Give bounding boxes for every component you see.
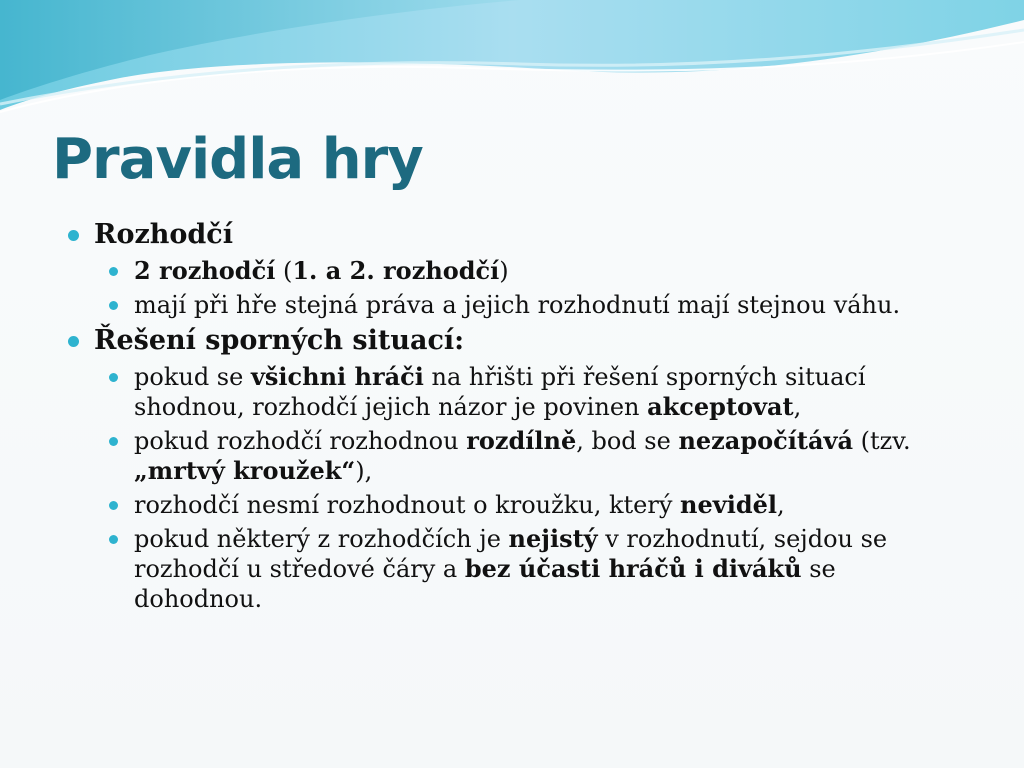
text: mají při hře stejná práva a jejich rozhodnutí mají stejnou váhu. [134, 291, 901, 319]
text: , bod se [576, 427, 679, 455]
bold-text: 2 rozhodčí [134, 256, 276, 285]
text: , [793, 393, 802, 421]
list-item [108, 362, 966, 422]
bold-text: 1. a 2. rozhodčí [292, 256, 500, 285]
text: (tzv. [853, 427, 911, 455]
list-item [108, 256, 966, 286]
bullet-icon [68, 336, 79, 347]
section-heading-referees [66, 218, 966, 252]
bold-text: bez účasti hráčů i diváků [464, 554, 802, 583]
bullet-icon [68, 230, 79, 241]
list-item [108, 490, 966, 520]
text: ), [355, 457, 373, 485]
bold-text: nezapočítává [678, 426, 854, 455]
bold-text: neviděl [680, 490, 777, 519]
bold-text: rozdílně [466, 426, 577, 455]
bullet-icon [109, 373, 118, 382]
text: , [777, 491, 785, 519]
bullet-icon [109, 501, 118, 510]
bullet-icon [109, 267, 118, 276]
list-item [108, 290, 966, 320]
bold-text: akceptovat [647, 392, 794, 421]
bullet-icon [109, 437, 118, 446]
text: ( [275, 257, 293, 285]
text: na hřišti při řešení sporných situací shodnou, rozhodčí jejich názor je povinen [134, 363, 866, 421]
section-heading-disputes [66, 324, 966, 358]
slide-content [66, 216, 966, 618]
text: pokud některý z rozhodčích je [134, 525, 509, 553]
list-item [108, 426, 966, 486]
slide-title: Pravidla hry [52, 127, 423, 192]
bullet-icon [109, 535, 118, 544]
text: pokud rozhodčí rozhodnou [134, 427, 467, 455]
text: v rozhodnutí, sejdou se rozhodčí u středové čáry a [134, 525, 888, 583]
bold-text: „mrtvý kroužek“ [134, 456, 356, 485]
text: ) [499, 257, 509, 285]
text: rozhodčí nesmí rozhodnout o kroužku, který [134, 491, 681, 519]
header-wave-decoration [0, 0, 1024, 130]
section-heading-text: Rozhodčí [94, 219, 233, 250]
list-item [108, 524, 966, 614]
text: pokud se [134, 363, 251, 391]
bold-text: nejistý [508, 524, 598, 553]
section-heading-text: Řešení sporných situací: [94, 325, 465, 356]
bullet-icon [109, 301, 118, 310]
text: se dohodnou. [134, 555, 836, 613]
bold-text: všichni hráči [250, 362, 424, 391]
